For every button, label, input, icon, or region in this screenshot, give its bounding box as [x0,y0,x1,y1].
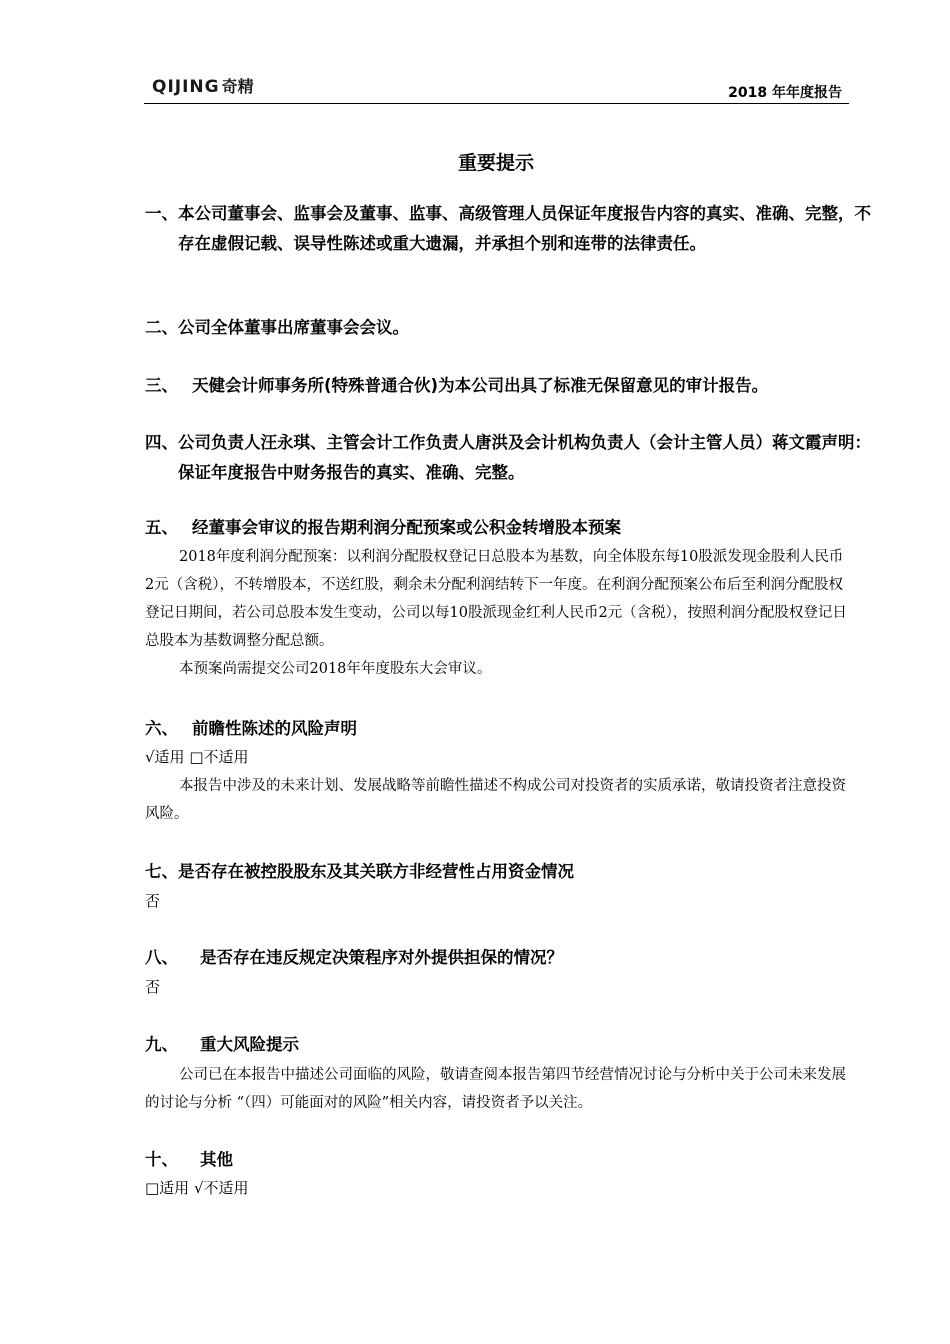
header-divider [144,103,849,104]
item-seven-answer: 否 [145,892,161,910]
page-title: 重要提示 [457,152,534,174]
risk-paragraph: 公司已在本报告中描述公司面临的风险，敬请查阅本报告第四节经营情况讨论与分析中关于公司未来发展的讨论与分析 “（四）可能面对的风险”相关内容，请投资者予以关注。 [145,1067,846,1111]
report-title: 2018 年年度报告 [728,85,842,101]
item-eight-number: 八、 [145,948,178,967]
item-nine-number: 九、 [145,1035,178,1054]
forward-looking-paragraph: 本报告中涉及的未来计划、发展战略等前瞻性描述不构成公司对投资者的实质承诺，敬请投资者注意投资风险。 [145,778,846,822]
item-four: 四、公司负责人汪永琪、主管会计工作负责人唐洪及会计机构负责人（会计主管人员）蒋文霞声明：保证年度报告中财务报告的真实、准确、完整。 [145,433,871,482]
item-six-title: 前瞻性陈述的风险声明 [192,719,357,738]
item-nine-body [145,1061,851,1117]
item-seven-heading: 七、是否存在被控股股东及其关联方非经营性占用资金情况 [145,862,574,881]
item-three [145,371,851,401]
item-ten-heading [145,1148,233,1172]
item-eight-answer: 否 [145,978,161,996]
logo-chinese-text: 奇精 [221,77,254,96]
item-ten-option: □适用 √不适用 [145,1179,249,1197]
item-three-text: 天健会计师事务所(特殊普通合伙)为本公司出具了标准无保留意见的审计报告。 [192,376,769,395]
logo-latin-text: QIJING [152,77,220,97]
item-five-body [145,543,851,683]
item-ten-number: 十、 [145,1150,178,1169]
item-five-heading [145,516,621,540]
item-one: 一、本公司董事会、监事会及董事、监事、高级管理人员保证年度报告内容的真实、准确、完整，不存在虚假记载、误导性陈述或重大遗漏，并承担个别和连带的法律责任。 [145,204,871,253]
profit-distribution-paragraph: 2018年度利润分配预案：以利润分配股权登记日总股本为基数，向全体股东每10股派发现金股利人民币2元（含税），不转增股本，不送红股，剩余未分配利润结转下一年度。在利润分配预案公布后至利润分配股权登记日期间，若公司总股本发生变动，公司以每10股派现金红利人民币2元（含税），按照利润分配股权登记日总股本为基数调整分配总额。 [145,549,847,649]
item-three-number: 三、 [145,376,178,395]
item-five-number: 五、 [145,518,178,537]
item-five-title: 经董事会审议的报告期利润分配预案或公积金转增股本预案 [192,518,621,537]
item-six-heading [145,717,357,741]
approval-paragraph: 本预案尚需提交公司2018年年度股东大会审议。 [179,661,492,677]
item-six-number: 六、 [145,719,178,738]
item-nine-title: 重大风险提示 [200,1035,299,1054]
item-two: 二、公司全体董事出席董事会会议。 [145,318,409,337]
company-logo [152,74,254,97]
item-nine-heading [145,1033,299,1057]
item-six-body [145,772,851,828]
item-ten-title: 其他 [200,1150,233,1169]
item-eight-title: 是否存在违反规定决策程序对外提供担保的情况？ [200,948,563,967]
item-eight-heading [145,946,563,970]
item-six-option: √适用 □不适用 [145,748,249,766]
